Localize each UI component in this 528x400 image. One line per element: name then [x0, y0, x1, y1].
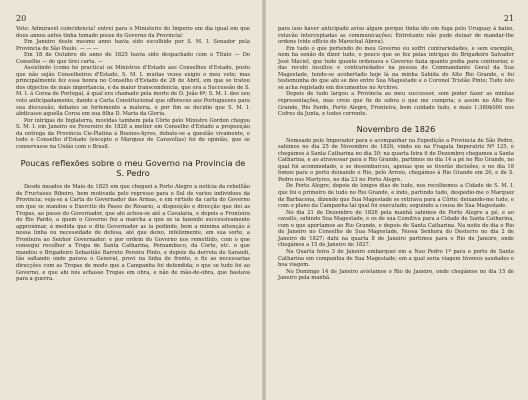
paragraph: Assistindo (como he practica) os Ministros d'Estado aos Conselhos d'Estado, posto que não sejão Conselheiros d'Estado, S. M. I. muitas vezes exigio o meu voto; mas principalmente fez essa honra no Conselho d'Estado de 28 de Abril, em que se tratou dos objectos de mais importancia, e da maior transcendencia, que era a Successão de S. M. I. á Coroa de Portugal, á qual era chamado pela morte de D. João 6º; S. M. I. deo seu voto anticipadamente, dando a Carta Constitucional que offereceo aos Portuguezes para sua discussão, debates se fortemente a materia, e por fim se decidio que S. M. I. abdicasse aquella Coroa em sua filha D. Maria da Gloria. — [16, 65, 250, 118]
page-number: 21 — [503, 14, 514, 23]
page-number: 20 — [16, 14, 27, 23]
paragraph: Nomeado pelo Imperador para o acompanhar na Expedição a Provincia de São Pedro, sahimos no dia 25 de Novembro de 1826, vindo eu na Fragata Imperatriz Nº 125, e chegámos á Santa Catharina no dia 30; na quarta feira 6 de Dezembro chegamos a Santa Catharina, e ao atravessar para o Rio Grande, partimos no dia 14 a pé no Rio Grande, no qual foi acommodado, e se desembarcou, apenas que se tiverão decisões, e no dia 18 fomos para o porto deixando o Rio, pelo Arroio, chegámos á Rio Grande em 20, e de S. Pedro nos Martyres, no dia 23 no Porto Alegre. — [278, 137, 514, 183]
paragraph: De Porto Alegre, depois de longos dias de tudo, nos recolhemos a Cidade de S. M. I. que foi o primeiro de tudo no Rio Grande, e indo, partindo tudo, despedio-me o Marquez de Barbacena, dizendo que Sua Magestade se retirava para a Côrte; deixando-me tudo, e com o plano da Campanha tal qual foi executado; seguindo a cousa de Sua Magestade. — [278, 183, 514, 210]
paragraph: Voto: Admiravel coincidencia! entrei para o Ministerio do Imperio em dia igual em que dous annos antes tinha tomado posse do Governo da Provincia! — [16, 26, 250, 39]
section-heading: Poucas reflexões sobre o meu Governo na Provincia de S. Pedro — [20, 158, 246, 179]
paragraph: Desde meados de Maio de 1825 em que cheguei a Porto Alegre a noticia da rebellião de Fructuoso Ribeiro, bem motivada pelo regresso para o Sul de varios individuos da Provincia; veja-se a Carta do Governador das Armas, e em virtude da carta do Governo em que se mandou o Exercito do Passo do Rosario, a disposição e direcção que dei as Tropas, ao passo do Governador, que ahi achou-se até a Cavalaria, e depois a Fronteira do Rio Pardo, a quem o Governo fez a marcha a que se ia fazendo successivamente approximar, á medida que o dito Governador as ia pedindo, bem a minima attenção á nossa linha ou necessidade de defesa, até que deixo, infelizmente, em sua sorte, a Fronteira ao Senhor Governador; e por ordem do Governo nos remettido, com o que consegui recolher a Tropa de Santa Catharina, Pernambuco, da Corte, etc. o que mandou o Brigadeiro Sebastião Barreto Pereira Pinto, e depois da derrota do Sarandi, tão saltando onde parava o General, provi na linha de frente, e fiz as necessarias direcções com as Tropas de modo que a Campanha foi defendida; o que se tudo foi ao Governo, e que ahi nós achasse Tropas em obra, e não de mão-de-obra, que bastava para a guerra. — [16, 184, 250, 283]
paragraph: Por intrigas de Inglaterra, movidas tambem pela Côrte pelo Ministro Gordon chegou S. M. I. em Janeiro ou Fevereiro de 1828 a metter em Conselho d'Estado a proposição da entrega da Provincia Cis-Platina á Buenos-Ayres, debate-se a questão vivamente, e todo o Conselho d'Estado (excepto o Marquez de Caravellas) foi de opinião, que se conservasse na União com o Brasil. — [16, 117, 250, 150]
paragraph: Depois de tudo largou a Provincia ao meu successor, sem poder fazer as minhas representações, mas creio que fiz de sobra o que me cumpria; e assim no Alto Rio Grande, Rio Pardo, Porto Alegre, Fronteira, bem cuidado tudo, e mais 1:360$000 nos Cofres da Junta, e todos corrente. — [278, 91, 514, 118]
paragraph: Em Janeiro deste mesmo anno havia sido escolhido por S. M. I. Senador pela Provincia de São Paulo. — — — — [16, 39, 250, 52]
paragraph: No dia 21 de Dezembro de 1826 pela manhã sahimos de Porto Alegre a pé, e ao cavallo, sahindo Sua Magestade, e os de sua Comitiva para a Cidade de Santa Catharina, com o que aportamos ao Rio Grande, e depois de Santa Catharina. Na noite de dia o Rio de Janeiro no Conselho de Sua Magestade, Nossa Senhora do Desterro no dia 2 de Janeiro de 1827; dahi na quarta 8 de Janeiro partimos para o Rio de Janeiro, onde chegámos a 15 de Janeiro de 1827. — [278, 209, 514, 249]
paragraph: Na Quarta feira 3 de Janeiro embarquei em a Nao Pedro 1º para o porto de Santa Catharina em companhia de Sua Magestade; em a qual seria viagem tivemos saudades e boa viagem. — [278, 248, 514, 269]
paragraph: para isso haver anticipado aviso algum porque tinha ido em fuga pelo Uruguay á baixo, rotavão interceptadas as communicações; Entretanto não pude deixar de mandar-lhe ordens (vide officio do Marechal Abreu). — [278, 26, 514, 46]
paragraph: No Domingo 14 de Janeiro avistamos o Rio de Janeiro, onde chegámos no dia 15 de Janeiro pela manhã. — [278, 268, 514, 282]
section-heading: Novembro de 1826 — [356, 123, 436, 134]
left-page — [0, 0, 262, 400]
paragraph: Em tudo o que pertendo do meu Governo eu soffri contrariedades, e sem exemplo, nem ha senão de dizer tudo, o pouco que se fez pelas intrigas do Brigadeiro Salvador José Maciel, que tudo quanto ordenava o Governo fazia quanto podia para contrariar, e das recebi insultos e contrariedades na pessoa do Commandante Geral da Sua Magestade, tendo-se acobertado hoje lá na minha Sahida do Alto Rio Grande, e foi testemunha do que ahi se deo entre Sua Magestade e o Coronel Tristão Pinto; Tudo isto se acha registado em documentos no Archivo. — [278, 45, 514, 91]
paragraph: Em 18 de Outubro do anno de 1825 havia sido despachado com o Titulo — Do Conselho — de que tirei carta. — — [16, 52, 250, 65]
right-page — [266, 0, 528, 400]
